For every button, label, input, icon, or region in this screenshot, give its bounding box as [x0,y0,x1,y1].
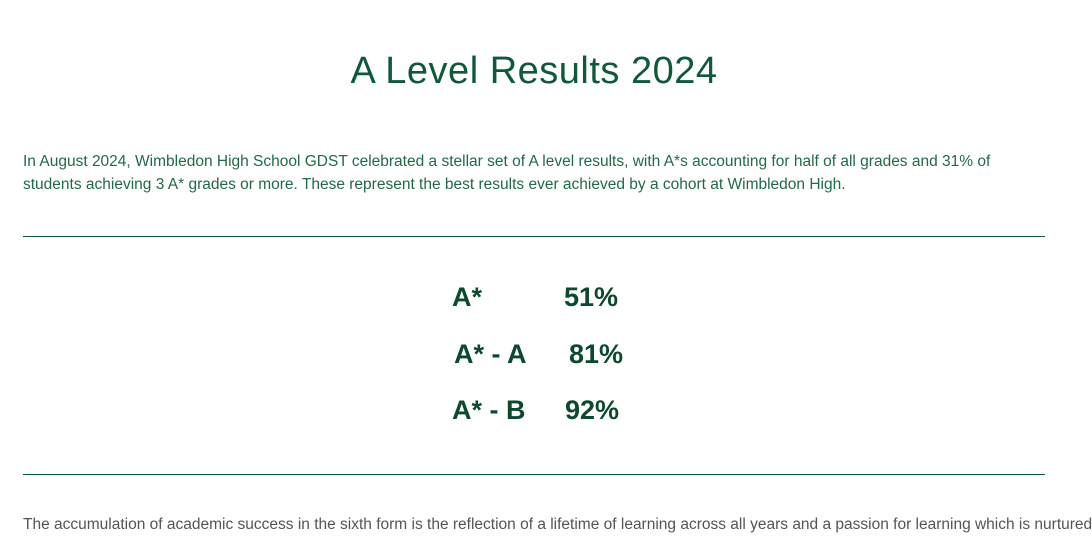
stat-grade: A* - B [452,395,526,425]
stat-row-a-star-to-b [452,395,632,435]
bottom-divider [23,474,1045,475]
next-paragraph: The accumulation of academic success in the sixth form is the reflection of a lifetime of learning across all years and a passion for learning which is nurtured [23,516,1092,533]
page-title: A Level Results 2024 [350,50,718,92]
stat-grade: A* [452,282,483,312]
stat-row-a-star [452,282,632,322]
top-divider [23,236,1045,237]
stat-percent: 51% [564,282,619,312]
stat-grade: A* - A [454,339,527,369]
stat-percent: 81% [569,339,624,369]
stat-row-a-star-to-a [454,339,634,379]
intro-paragraph: In August 2024, Wimbledon High School GDST celebrated a stellar set of A level results, with A*s accounting for half of all grades and 31% of students achieving 3 A* grades or more. These represent the best results ever achieved by a cohort at Wimbledon High. [23,153,991,193]
stat-percent: 92% [565,395,620,425]
